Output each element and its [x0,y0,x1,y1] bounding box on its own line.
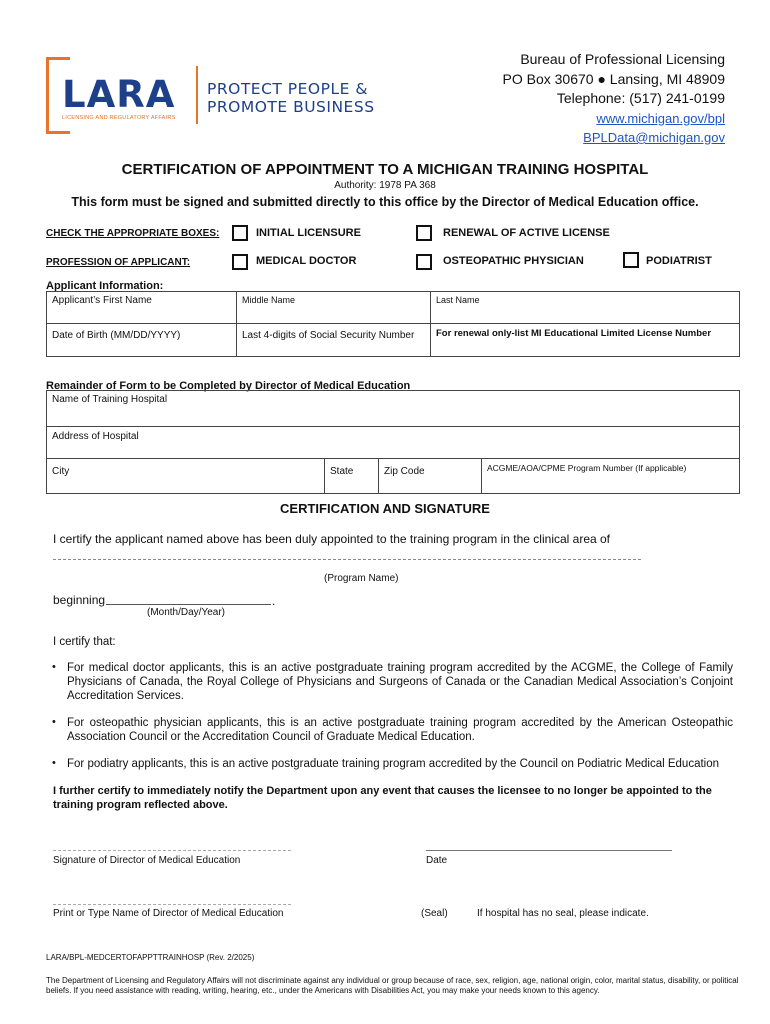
program-number-label: ACGME/AOA/CPME Program Number (If applicable) [487,463,687,473]
nondiscrimination-notice: The Department of Licensing and Regulatory Affairs will not discriminate against any individual or group because of race, sex, religion, age, national origin, color, marital status, disability, or political beliefs. If you need assistance with reading, writing, hearing, etc., under the Americans with Disabilities Act, you may make your needs known to this agency. [46,976,739,995]
medical-doctor-label: MEDICAL DOCTOR [256,255,357,267]
osteopathic-label: OSTEOPATHIC PHYSICIAN [443,255,584,267]
notify-statement: I further certify to immediately notify the Department upon any event that causes the licensee to no longer be appointed to the training program reflected above. [53,785,712,811]
certify-that: I certify that: [53,636,116,648]
beginning-date-line[interactable] [106,604,271,605]
signature-label: Signature of Director of Medical Education [53,855,241,866]
osteopathic-checkbox[interactable] [416,254,432,270]
logo-text: LARA [62,73,176,116]
hospital-name-field[interactable] [47,391,739,427]
check-boxes-label: CHECK THE APPROPRIATE BOXES: [46,228,220,239]
middle-name-label: Middle Name [242,295,296,305]
beginning-period: . [272,594,276,608]
bureau-address [503,50,726,148]
beginning-label: beginning [53,593,106,607]
form-id: LARA/BPL-MEDCERTOFAPPTTRAINHOSP (Rev. 2/2025) [46,953,255,962]
tagline-line-2: PROMOTE BUSINESS [207,98,375,116]
logo-tagline [207,80,375,116]
middle-name-field[interactable] [237,292,431,324]
seal-note: If hospital has no seal, please indicate. [477,908,649,919]
certification-heading: CERTIFICATION AND SIGNATURE [280,501,490,516]
certify-statement: I certify the applicant named above has been duly appointed to the training program in the clinical area of [53,532,611,546]
program-number-field[interactable] [482,459,739,493]
email-link[interactable]: BPLData@michigan.gov [583,130,725,145]
form-notice: This form must be signed and submitted directly to this office by the Director of Medical Education office. [71,195,699,209]
lara-logo [46,57,202,134]
director-heading: Remainder of Form to be Completed by Director of Medical Education [46,380,411,392]
profession-label: PROFESSION OF APPLICANT: [46,257,191,268]
program-name-label: (Program Name) [324,573,399,584]
initial-licensure-checkbox[interactable] [232,225,248,241]
state-field[interactable] [325,459,379,493]
city-label: City [52,466,70,477]
renewal-label: RENEWAL OF ACTIVE LICENSE [443,227,610,239]
medical-doctor-checkbox[interactable] [232,254,248,270]
podiatrist-checkbox[interactable] [623,252,639,268]
applicant-heading: Applicant Information: [46,280,164,292]
date-label: Date [426,855,448,866]
hospital-address-field[interactable] [47,427,739,459]
logo-divider [196,66,198,124]
bullet-2-text: For osteopathic physician applicants, this is an active postgraduate training program accredited by the American Osteopathic Association Council or the Accreditation Council of Graduate Medical Education. [67,717,733,743]
first-name-label: Applicant’s First Name [52,295,152,306]
bullet-1-text: For medical doctor applicants, this is an active postgraduate training program accredited by the ACGME, the College of Family Physicians of Canada, the Royal College of Physicians and Surgeons of Canada or the Canadian Medical Association’s Conjoint Accreditation Services. [67,662,733,702]
form-title: CERTIFICATION OF APPOINTMENT TO A MICHIGAN TRAINING HOSPITAL [121,161,649,178]
bullet-1-dot: • [52,661,56,673]
date-format-label: (Month/Day/Year) [147,607,225,618]
website-link[interactable]: www.michigan.gov/bpl [596,110,725,126]
applicant-table [46,291,740,357]
bullet-2-dot: • [52,716,56,728]
hospital-name-label: Name of Training Hospital [52,394,168,405]
city-field[interactable] [47,459,325,493]
dob-field[interactable] [47,324,237,356]
bullet-3-text: For podiatry applicants, this is an active postgraduate training program accredited by the Council on Podiatric Medical Education [67,758,720,770]
po-box: PO Box 30670 ● Lansing, MI 48909 [502,70,725,87]
ssn-label: Last 4-digits of Social Security Number [242,330,415,341]
seal-label: (Seal) [421,908,448,919]
form-authority: Authority: 1978 PA 368 [334,180,436,191]
date-line[interactable] [426,850,672,851]
first-name-field[interactable] [47,292,237,324]
signature-line[interactable] [53,850,291,851]
zip-field[interactable] [379,459,482,493]
bureau-name: Bureau of Professional Licensing [520,51,725,67]
podiatrist-label: PODIATRIST [646,255,712,267]
initial-licensure-label: INITIAL LICENSURE [256,227,361,239]
hospital-table [46,390,740,494]
print-name-line[interactable] [53,904,291,905]
program-name-line[interactable] [53,559,641,560]
telephone: Telephone: (517) 241-0199 [556,90,725,106]
ssn-field[interactable] [237,324,431,356]
state-label: State [330,466,354,477]
dob-label: Date of Birth (MM/DD/YYYY) [52,330,181,341]
last-name-field[interactable] [431,292,739,324]
renewal-license-label: For renewal only-list MI Educational Limited License Number [436,328,712,339]
print-name-label: Print or Type Name of Director of Medical Education [53,908,284,919]
renewal-checkbox[interactable] [416,225,432,241]
logo-subtitle: LICENSING AND REGULATORY AFFAIRS [62,115,176,121]
renewal-license-field[interactable] [431,324,739,356]
last-name-label: Last Name [436,295,480,305]
hospital-address-label: Address of Hospital [52,431,139,442]
bullet-3-dot: • [52,757,56,769]
zip-label: Zip Code [384,466,425,477]
tagline-line-1: PROTECT PEOPLE & [207,80,368,98]
